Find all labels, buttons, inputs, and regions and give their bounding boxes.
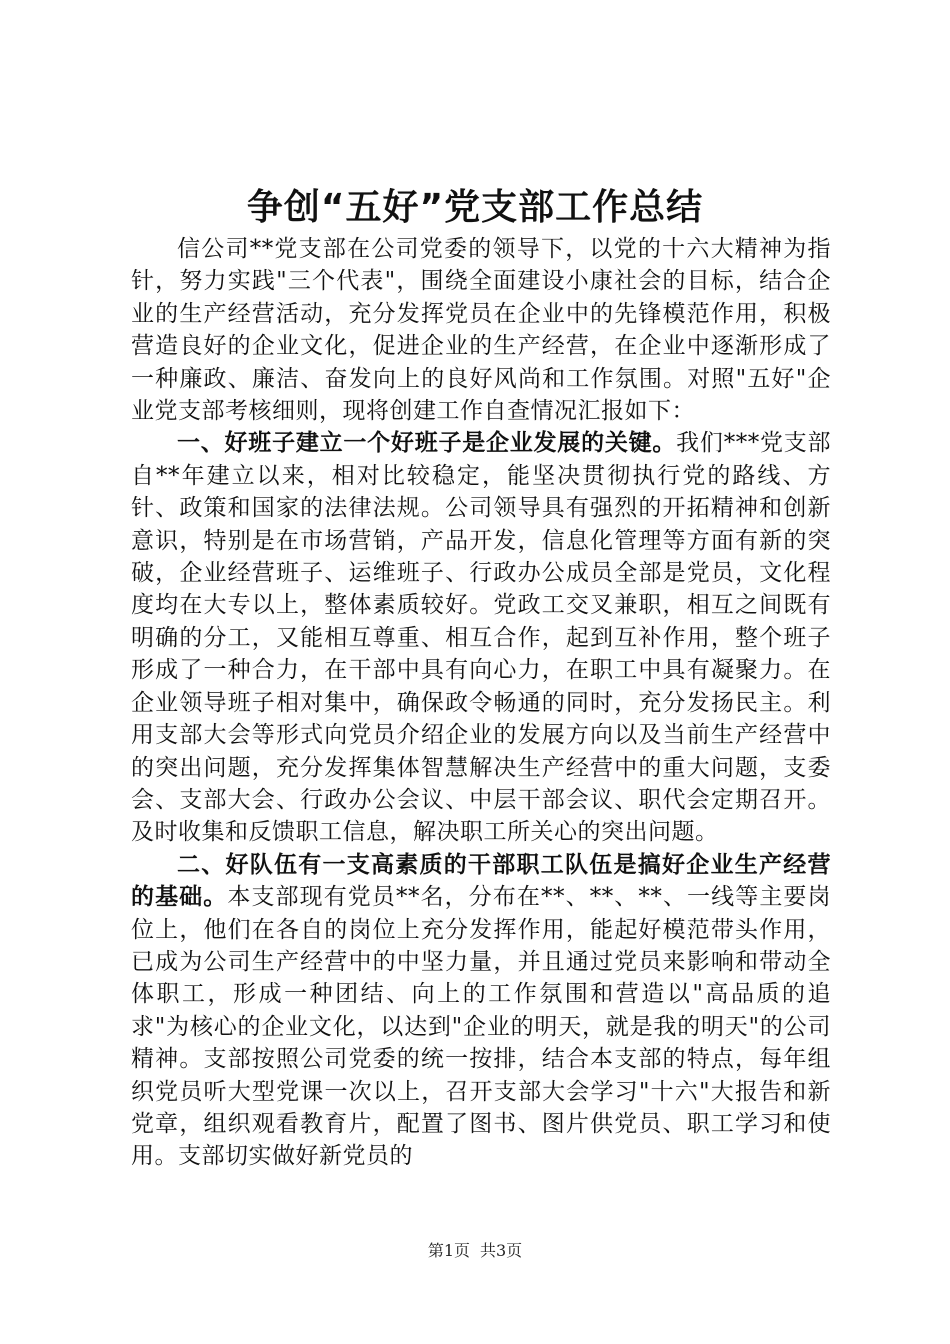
document-body xyxy=(131,233,831,1173)
paragraph-intro xyxy=(131,233,831,427)
section-heading: 二、好队伍有一支高素质的干部职工队伍是搞好企业生产经营的基础。 xyxy=(131,851,831,911)
paragraph-section-1 xyxy=(131,427,831,848)
section-heading: 一、好班子建立一个好班子是企业发展的关键。 xyxy=(177,430,677,457)
page-total: 共3页 xyxy=(480,1241,523,1260)
page-number: 第1页 xyxy=(427,1241,470,1260)
paragraph-text: 我们***党支部自**年建立以来，相对比较稳定，能坚决贯彻执行党的路线、方针、政策和国家的法律法规。公司领导具有强烈的开拓精神和创新意识，特别是在市场营销，产品开发，信息化管理等方面有新的突破，企业经营班子、运维班子、行政办公成员全部是党员，文化程度均在大专以上，整体素质较好。党政工交叉兼职，相互之间既有明确的分工，又能相互尊重、相互合作，起到互补作用，整个班子形成了一种合力，在干部中具有向心力，在职工中具有凝聚力。在企业领导班子相对集中，确保政令畅通的同时，充分发扬民主。利用支部大会等形式向党员介绍企业的发展方向以及当前生产经营中的突出问题，充分发挥集体智慧解决生产经营中的重大问题，支委会、支部大会、行政办公会议、中层干部会议、职代会定期召开。及时收集和反馈职工信息，解决职工所关心的突出问题。 xyxy=(131,430,832,846)
paragraph-text: 本支部现有党员**名，分布在**、**、**、一线等主要岗位上，他们在各自的岗位上充分发挥作用，能起好模范带头作用，已成为公司生产经营中的中坚力量，并且通过党员来影响和带动全体职工，形成一种团结、向上的工作氛围和营造以"高品质的追求"为核心的企业文化，以达到"企业的明天，就是我的明天"的公司精神。支部按照公司党委的统一按排，结合本支部的特点，每年组织党员听大型党课一次以上，召开支部大会学习"十六"大报告和新党章，组织观看教育片，配置了图书、图片供党员、职工学习和使用。支部切实做好新党员的 xyxy=(131,884,832,1170)
paragraph-text: 信公司**党支部在公司党委的领导下，以党的十六大精神为指针，努力实践"三个代表"，围绕全面建设小康社会的目标，结合企业的生产经营活动，充分发挥党员在企业中的先锋模范作用，积极营造良好的企业文化，促进企业的生产经营，在企业中逐渐形成了一种廉政、廉洁、奋发向上的良好风尚和工作氛围。对照"五好"企业党支部考核细则，现将创建工作自查情况汇报如下： xyxy=(131,236,831,425)
paragraph-section-2 xyxy=(131,849,831,1173)
page-footer xyxy=(0,1240,950,1262)
document-title: 争创“五好”党支部工作总结 xyxy=(246,187,704,228)
